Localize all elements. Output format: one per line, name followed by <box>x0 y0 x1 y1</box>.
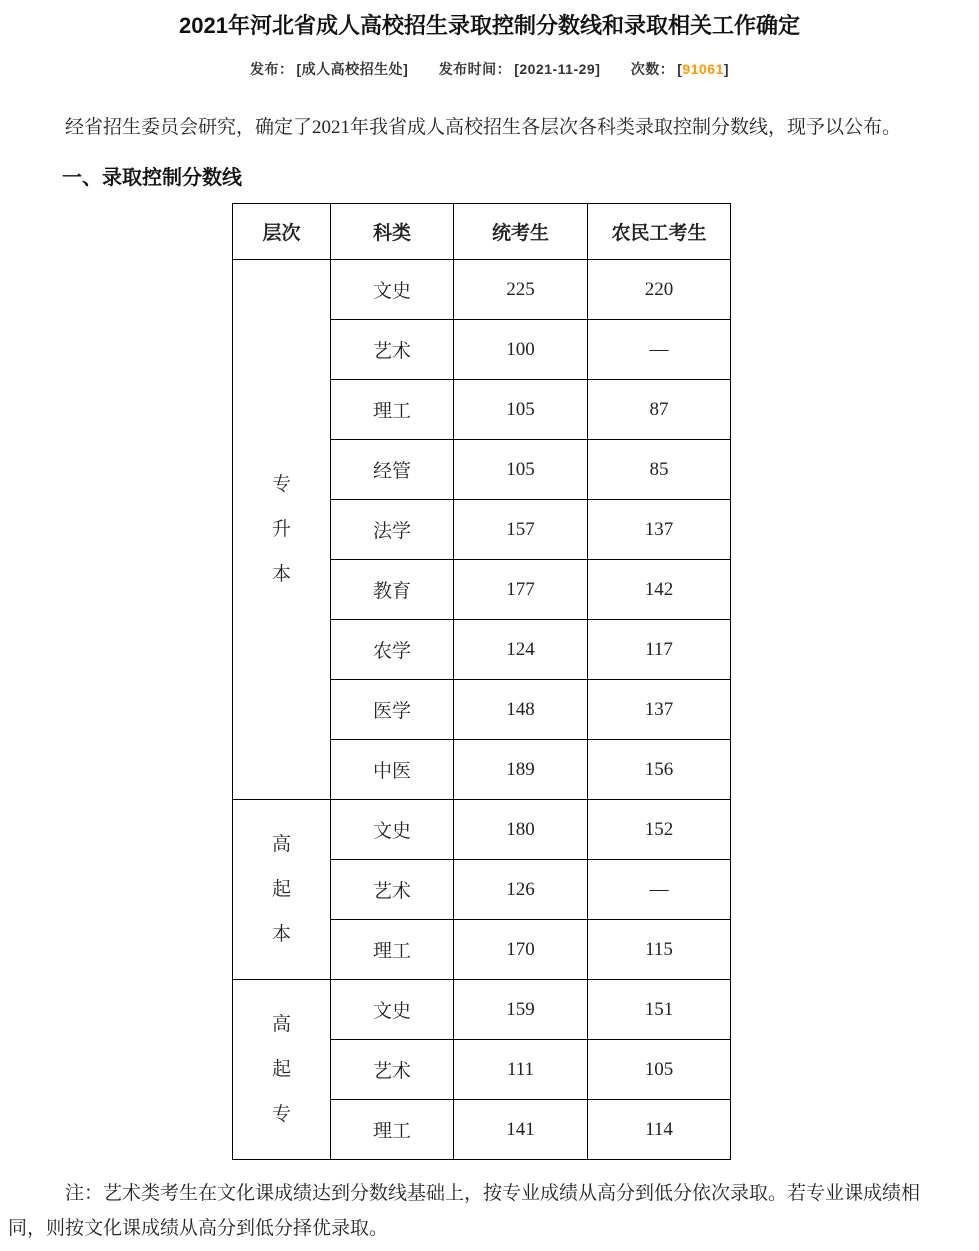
count-bracket-open: [ <box>677 61 683 77</box>
level-cell-专升本 <box>233 260 331 800</box>
level-char: 起 <box>271 879 291 900</box>
unified-score-cell: 189 <box>454 740 588 800</box>
level-char: 高 <box>271 1014 291 1035</box>
migrant-score-cell: 137 <box>588 680 731 740</box>
unified-score-cell: 180 <box>454 800 588 860</box>
unified-score-cell: 105 <box>454 380 588 440</box>
category-cell: 艺术 <box>331 1040 454 1100</box>
unified-score-cell: 225 <box>454 260 588 320</box>
header-unified: 统考生 <box>454 204 588 260</box>
category-cell: 文史 <box>331 800 454 860</box>
migrant-score-cell: 85 <box>588 440 731 500</box>
publish-time-value: [2021-11-29] <box>514 61 601 77</box>
publisher-group <box>250 61 408 77</box>
migrant-score-cell: 142 <box>588 560 731 620</box>
level-char: 起 <box>271 1059 291 1080</box>
intro-paragraph: 经省招生委员会研究，确定了2021年我省成人高校招生各层次各科类录取控制分数线，现予以公布。 <box>65 117 902 138</box>
category-cell: 文史 <box>331 260 454 320</box>
unified-score-cell: 159 <box>454 980 588 1040</box>
level-char: 专 <box>271 1104 291 1125</box>
unified-score-cell: 105 <box>454 440 588 500</box>
migrant-score-cell: 87 <box>588 380 731 440</box>
level-char: 高 <box>271 834 291 855</box>
content-area <box>0 116 979 1246</box>
migrant-score-cell: 137 <box>588 500 731 560</box>
category-cell: 法学 <box>331 500 454 560</box>
category-cell: 农学 <box>331 620 454 680</box>
unified-score-cell: 126 <box>454 860 588 920</box>
unified-score-cell: 157 <box>454 500 588 560</box>
unified-score-cell: 170 <box>454 920 588 980</box>
migrant-score-cell: 152 <box>588 800 731 860</box>
category-cell: 文史 <box>331 980 454 1040</box>
unified-score-cell: 141 <box>454 1100 588 1160</box>
unified-score-cell: 124 <box>454 620 588 680</box>
score-table-head <box>233 204 731 260</box>
publisher-label: 发布： <box>249 61 294 77</box>
score-table-body <box>233 260 731 1160</box>
category-cell: 中医 <box>331 740 454 800</box>
level-char: 专 <box>271 474 291 495</box>
category-cell: 理工 <box>331 920 454 980</box>
level-char: 本 <box>271 924 291 945</box>
header-row <box>233 204 731 260</box>
count-bracket-close: ] <box>723 61 730 77</box>
category-cell: 理工 <box>331 380 454 440</box>
count-group <box>631 61 729 77</box>
category-cell: 艺术 <box>331 860 454 920</box>
count-label: 次数： <box>630 61 675 77</box>
score-table <box>232 203 731 1160</box>
migrant-score-cell: — <box>588 320 731 380</box>
table-row <box>233 260 731 320</box>
table-row <box>233 980 731 1040</box>
migrant-score-cell: 105 <box>588 1040 731 1100</box>
migrant-score-cell: 115 <box>588 920 731 980</box>
level-char: 升 <box>271 519 291 540</box>
migrant-score-cell: 151 <box>588 980 731 1040</box>
category-cell: 艺术 <box>331 320 454 380</box>
migrant-score-cell: 114 <box>588 1100 731 1160</box>
header-category: 科类 <box>331 204 454 260</box>
unified-score-cell: 177 <box>454 560 588 620</box>
publisher-value: [成人高校招生处] <box>296 61 409 77</box>
unified-score-cell: 111 <box>454 1040 588 1100</box>
header-migrant: 农民工考生 <box>588 204 731 260</box>
section-heading: 一、录取控制分数线 <box>62 167 242 189</box>
unified-score-cell: 148 <box>454 680 588 740</box>
unified-score-cell: 100 <box>454 320 588 380</box>
migrant-score-cell: 156 <box>588 740 731 800</box>
publish-time-label: 发布时间： <box>438 61 512 77</box>
category-cell: 教育 <box>331 560 454 620</box>
level-cell-高起专 <box>233 980 331 1160</box>
level-char: 本 <box>271 564 291 585</box>
migrant-score-cell: — <box>588 860 731 920</box>
migrant-score-cell: 220 <box>588 260 731 320</box>
page-title: 2021年河北省成人高校招生录取控制分数线和录取相关工作确定 <box>179 13 800 38</box>
category-cell: 理工 <box>331 1100 454 1160</box>
migrant-score-cell: 117 <box>588 620 731 680</box>
table-row <box>233 800 731 860</box>
level-cell-高起本 <box>233 800 331 980</box>
publish-meta <box>0 59 979 79</box>
publish-time-group <box>439 61 601 77</box>
category-cell: 经管 <box>331 440 454 500</box>
category-cell: 医学 <box>331 680 454 740</box>
header-level: 层次 <box>233 204 331 260</box>
note-paragraph: 注：艺术类考生在文化课成绩达到分数线基础上，按专业成绩从高分到低分依次录取。若专业课成绩相同，则按文化课成绩从高分到低分择优录取。 <box>8 1183 921 1239</box>
count-value: 91061 <box>682 61 724 77</box>
